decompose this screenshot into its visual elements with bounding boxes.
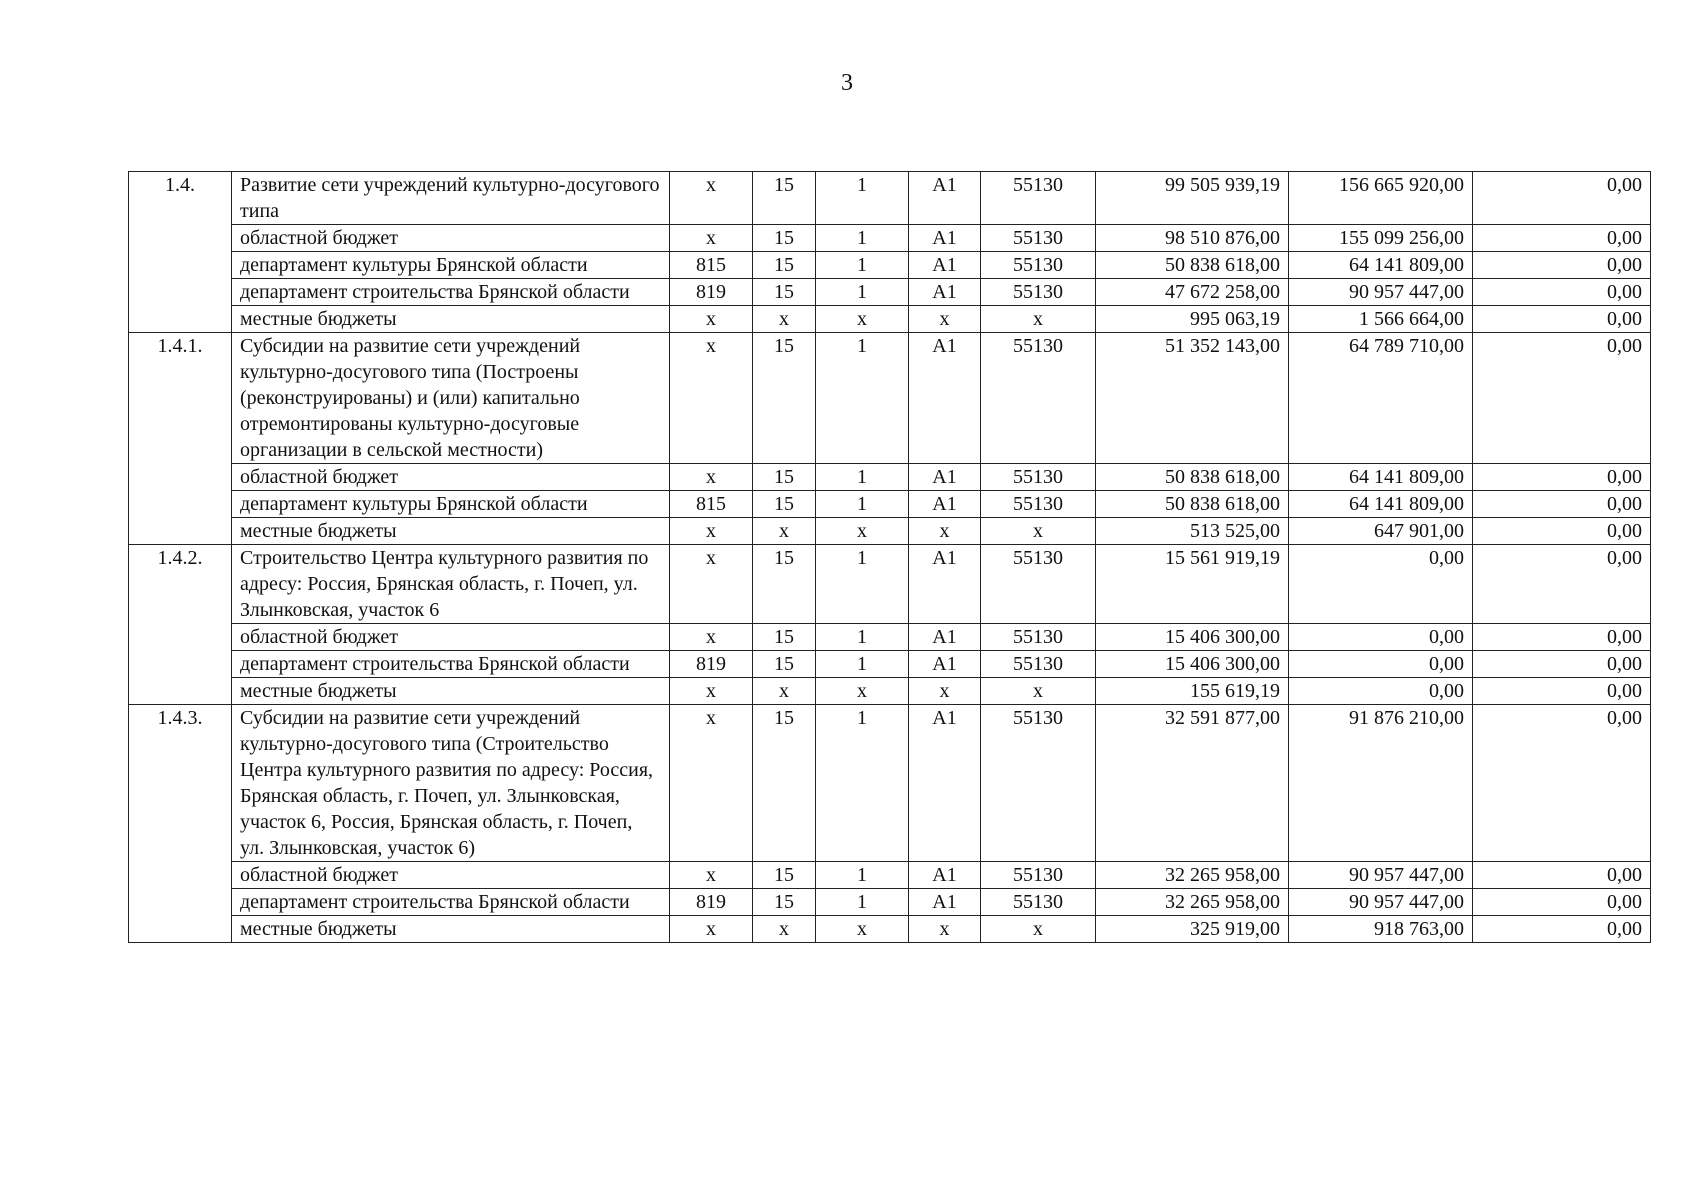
amount-year-2: 1 566 664,00	[1289, 306, 1473, 333]
project-code: x	[909, 916, 981, 943]
subsection-code: 1	[816, 172, 909, 225]
project-code: x	[909, 518, 981, 545]
amount-year-1: 155 619,19	[1096, 678, 1289, 705]
grbs-code: x	[670, 333, 753, 464]
amount-year-1: 32 265 958,00	[1096, 889, 1289, 916]
amount-year-1: 99 505 939,19	[1096, 172, 1289, 225]
table-body	[129, 172, 1651, 943]
grbs-code: x	[670, 705, 753, 862]
subsection-code: 1	[816, 225, 909, 252]
grbs-code: 819	[670, 889, 753, 916]
expense-code: 55130	[981, 225, 1096, 252]
amount-year-2: 647 901,00	[1289, 518, 1473, 545]
subsection-code: 1	[816, 624, 909, 651]
grbs-code: x	[670, 225, 753, 252]
amount-year-3: 0,00	[1473, 678, 1651, 705]
table-row	[129, 333, 1651, 464]
item-code: 1.4.2.	[129, 545, 232, 705]
project-code: x	[909, 678, 981, 705]
amount-year-3: 0,00	[1473, 545, 1651, 624]
amount-year-1: 32 265 958,00	[1096, 862, 1289, 889]
amount-year-3: 0,00	[1473, 172, 1651, 225]
row-name: местные бюджеты	[232, 678, 670, 705]
grbs-code: 819	[670, 651, 753, 678]
row-name: департамент строительства Брянской области	[232, 651, 670, 678]
table-row	[129, 624, 1651, 651]
subsection-code: 1	[816, 651, 909, 678]
project-code: А1	[909, 705, 981, 862]
amount-year-2: 918 763,00	[1289, 916, 1473, 943]
amount-year-1: 98 510 876,00	[1096, 225, 1289, 252]
item-code: 1.4.	[129, 172, 232, 333]
row-name: департамент культуры Брянской области	[232, 491, 670, 518]
grbs-code: x	[670, 916, 753, 943]
grbs-code: x	[670, 464, 753, 491]
project-code: А1	[909, 464, 981, 491]
amount-year-1: 50 838 618,00	[1096, 252, 1289, 279]
amount-year-3: 0,00	[1473, 225, 1651, 252]
section-code: x	[753, 678, 816, 705]
subsection-code: 1	[816, 545, 909, 624]
amount-year-2: 91 876 210,00	[1289, 705, 1473, 862]
row-name: областной бюджет	[232, 225, 670, 252]
table-row	[129, 491, 1651, 518]
amount-year-2: 0,00	[1289, 624, 1473, 651]
expense-code: 55130	[981, 889, 1096, 916]
amount-year-3: 0,00	[1473, 306, 1651, 333]
amount-year-1: 15 561 919,19	[1096, 545, 1289, 624]
section-code: 15	[753, 172, 816, 225]
amount-year-3: 0,00	[1473, 252, 1651, 279]
amount-year-3: 0,00	[1473, 464, 1651, 491]
row-name: Субсидии на развитие сети учреждений культурно-досугового типа (Строительство Центра культурного развития по адресу: Россия, Брянская область, г. Почеп, ул. Злынковская, участок 6, Россия, Брянская область, г. Почеп, ул. Злынковская, участок 6)	[232, 705, 670, 862]
subsection-code: x	[816, 678, 909, 705]
table-row	[129, 916, 1651, 943]
amount-year-2: 0,00	[1289, 651, 1473, 678]
item-code: 1.4.1.	[129, 333, 232, 545]
row-name: департамент строительства Брянской области	[232, 889, 670, 916]
amount-year-3: 0,00	[1473, 889, 1651, 916]
section-code: 15	[753, 624, 816, 651]
expense-code: x	[981, 306, 1096, 333]
table-row	[129, 678, 1651, 705]
section-code: 15	[753, 252, 816, 279]
subsection-code: 1	[816, 889, 909, 916]
section-code: x	[753, 306, 816, 333]
section-code: x	[753, 518, 816, 545]
expense-code: 55130	[981, 705, 1096, 862]
project-code: А1	[909, 279, 981, 306]
project-code: А1	[909, 333, 981, 464]
subsection-code: x	[816, 306, 909, 333]
amount-year-3: 0,00	[1473, 705, 1651, 862]
expense-code: 55130	[981, 651, 1096, 678]
section-code: 15	[753, 279, 816, 306]
amount-year-3: 0,00	[1473, 518, 1651, 545]
section-code: 15	[753, 889, 816, 916]
table-row	[129, 862, 1651, 889]
project-code: А1	[909, 225, 981, 252]
table-row	[129, 172, 1651, 225]
amount-year-3: 0,00	[1473, 916, 1651, 943]
amount-year-2: 0,00	[1289, 545, 1473, 624]
table-row	[129, 252, 1651, 279]
row-name: местные бюджеты	[232, 306, 670, 333]
grbs-code: x	[670, 172, 753, 225]
table-row	[129, 306, 1651, 333]
expense-code: 55130	[981, 279, 1096, 306]
amount-year-1: 325 919,00	[1096, 916, 1289, 943]
grbs-code: x	[670, 545, 753, 624]
page-number: 3	[841, 70, 853, 96]
amount-year-2: 64 141 809,00	[1289, 491, 1473, 518]
amount-year-2: 64 141 809,00	[1289, 252, 1473, 279]
amount-year-3: 0,00	[1473, 333, 1651, 464]
project-code: А1	[909, 862, 981, 889]
amount-year-1: 995 063,19	[1096, 306, 1289, 333]
table-row	[129, 464, 1651, 491]
project-code: x	[909, 306, 981, 333]
expense-code: 55130	[981, 862, 1096, 889]
project-code: А1	[909, 651, 981, 678]
table-row	[129, 651, 1651, 678]
amount-year-1: 51 352 143,00	[1096, 333, 1289, 464]
table-row	[129, 279, 1651, 306]
project-code: А1	[909, 491, 981, 518]
expense-code: x	[981, 678, 1096, 705]
amount-year-1: 15 406 300,00	[1096, 651, 1289, 678]
amount-year-3: 0,00	[1473, 491, 1651, 518]
row-name: областной бюджет	[232, 862, 670, 889]
section-code: 15	[753, 491, 816, 518]
expense-code: 55130	[981, 624, 1096, 651]
expense-code: x	[981, 916, 1096, 943]
subsection-code: 1	[816, 252, 909, 279]
project-code: А1	[909, 252, 981, 279]
row-name: областной бюджет	[232, 624, 670, 651]
grbs-code: x	[670, 624, 753, 651]
amount-year-3: 0,00	[1473, 624, 1651, 651]
subsection-code: 1	[816, 279, 909, 306]
amount-year-2: 90 957 447,00	[1289, 279, 1473, 306]
section-code: 15	[753, 545, 816, 624]
subsection-code: 1	[816, 862, 909, 889]
row-name: местные бюджеты	[232, 916, 670, 943]
expense-code: 55130	[981, 545, 1096, 624]
amount-year-3: 0,00	[1473, 651, 1651, 678]
amount-year-1: 50 838 618,00	[1096, 464, 1289, 491]
grbs-code: 815	[670, 491, 753, 518]
amount-year-2: 64 141 809,00	[1289, 464, 1473, 491]
expense-code: 55130	[981, 491, 1096, 518]
amount-year-2: 90 957 447,00	[1289, 862, 1473, 889]
section-code: 15	[753, 705, 816, 862]
subsection-code: x	[816, 916, 909, 943]
item-code: 1.4.3.	[129, 705, 232, 943]
subsection-code: 1	[816, 333, 909, 464]
grbs-code: x	[670, 862, 753, 889]
row-name: Субсидии на развитие сети учреждений культурно-досугового типа (Построены (реконструированы) и (или) капитально отремонтированы культурно-досуговые организации в сельской местности)	[232, 333, 670, 464]
table-row	[129, 518, 1651, 545]
amount-year-2: 64 789 710,00	[1289, 333, 1473, 464]
amount-year-3: 0,00	[1473, 862, 1651, 889]
amount-year-1: 32 591 877,00	[1096, 705, 1289, 862]
row-name: областной бюджет	[232, 464, 670, 491]
section-code: 15	[753, 651, 816, 678]
grbs-code: 819	[670, 279, 753, 306]
expense-code: x	[981, 518, 1096, 545]
project-code: А1	[909, 889, 981, 916]
subsection-code: 1	[816, 705, 909, 862]
row-name: Развитие сети учреждений культурно-досугового типа	[232, 172, 670, 225]
row-name: департамент культуры Брянской области	[232, 252, 670, 279]
table-row	[129, 545, 1651, 624]
expense-code: 55130	[981, 252, 1096, 279]
table-row	[129, 705, 1651, 862]
amount-year-3: 0,00	[1473, 279, 1651, 306]
project-code: А1	[909, 624, 981, 651]
project-code: А1	[909, 172, 981, 225]
expense-code: 55130	[981, 333, 1096, 464]
amount-year-2: 0,00	[1289, 678, 1473, 705]
grbs-code: x	[670, 678, 753, 705]
subsection-code: 1	[816, 491, 909, 518]
section-code: 15	[753, 464, 816, 491]
grbs-code: x	[670, 518, 753, 545]
row-name: местные бюджеты	[232, 518, 670, 545]
section-code: 15	[753, 225, 816, 252]
amount-year-2: 90 957 447,00	[1289, 889, 1473, 916]
subsection-code: 1	[816, 464, 909, 491]
expense-code: 55130	[981, 172, 1096, 225]
budget-table	[128, 171, 1651, 943]
expense-code: 55130	[981, 464, 1096, 491]
project-code: А1	[909, 545, 981, 624]
row-name: департамент строительства Брянской области	[232, 279, 670, 306]
grbs-code: x	[670, 306, 753, 333]
grbs-code: 815	[670, 252, 753, 279]
section-code: 15	[753, 862, 816, 889]
amount-year-1: 15 406 300,00	[1096, 624, 1289, 651]
table-row	[129, 889, 1651, 916]
amount-year-1: 47 672 258,00	[1096, 279, 1289, 306]
subsection-code: x	[816, 518, 909, 545]
amount-year-2: 156 665 920,00	[1289, 172, 1473, 225]
amount-year-2: 155 099 256,00	[1289, 225, 1473, 252]
amount-year-1: 50 838 618,00	[1096, 491, 1289, 518]
amount-year-1: 513 525,00	[1096, 518, 1289, 545]
section-code: 15	[753, 333, 816, 464]
row-name: Строительство Центра культурного развития по адресу: Россия, Брянская область, г. Почеп, ул. Злынковская, участок 6	[232, 545, 670, 624]
section-code: x	[753, 916, 816, 943]
table-row	[129, 225, 1651, 252]
